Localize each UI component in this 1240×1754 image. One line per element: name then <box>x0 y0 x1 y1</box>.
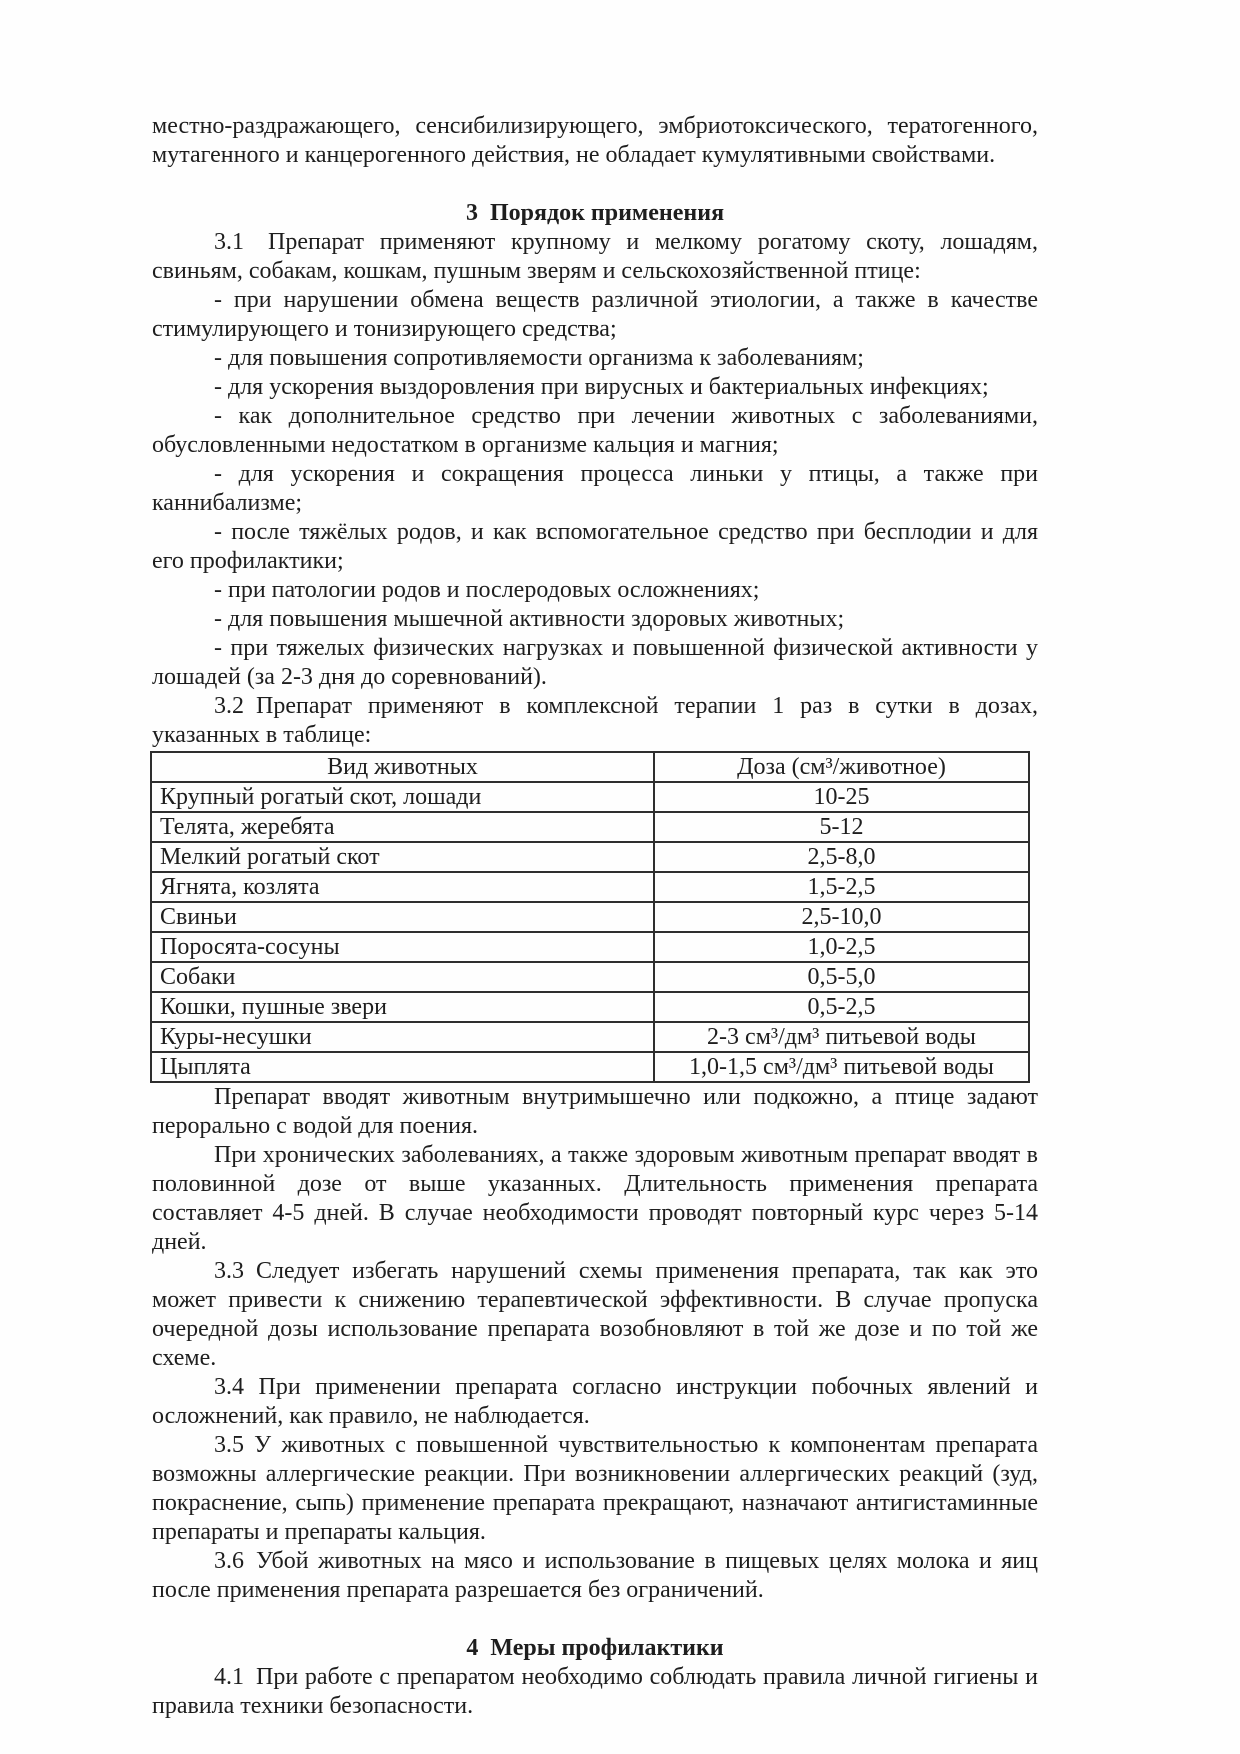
section-3-heading: 3 Порядок применения <box>465 200 725 226</box>
dose-cell: 0,5-2,5 <box>654 992 1029 1022</box>
indication-item: - для ускорения и сокращения процесса линьки у птицы, а также при каннибализме; <box>152 461 1038 516</box>
paragraph-3-5: 3.5 У животных с повышенной чувствительностью к компонентам препарата возможны аллергические реакции. При возникновении аллергических реакций (зуд, покраснение, сыпь) применение препарата прекращают, назначают антигистаминные препараты и препараты кальция. <box>152 1432 1038 1545</box>
paragraph-chronic: При хронических заболеваниях, а также здоровым животным препарат вводят в половинной дозе от выше указанных. Длительность применения препарата составляет 4-5 дней. В случае необходимости проводят повторный курс через 5-14 дней. <box>152 1142 1038 1255</box>
animal-cell: Ягнята, козлята <box>151 872 654 902</box>
paragraph-3-6: 3.6 Убой животных на мясо и использование в пищевых целях молока и яиц после применения препарата разрешается без ограничений. <box>152 1548 1038 1603</box>
paragraph-4-1: 4.1 При работе с препаратом необходимо соблюдать правила личной гигиены и правила техники безопасности. <box>152 1664 1038 1719</box>
table-row <box>151 902 1029 932</box>
animal-cell: Крупный рогатый скот, лошади <box>151 782 654 812</box>
paragraph-3-3: 3.3 Следует избегать нарушений схемы применения препарата, так как это может привести к снижению терапевтической эффективности. В случае пропуска очередной дозы использование препарата возобновляют в той же дозе и по той же схеме. <box>152 1258 1038 1371</box>
indication-item: - для ускорения выздоровления при вирусных и бактериальных инфекциях; <box>214 374 989 400</box>
indication-item: - для повышения мышечной активности здоровых животных; <box>214 606 845 632</box>
paragraph-intro: местно-раздражающего, сенсибилизирующего, эмбриотоксического, тератогенного, мутагенного и канцерогенного действия, не обладает кумулятивными свойствами. <box>152 113 1038 168</box>
table-row <box>151 872 1029 902</box>
document-content <box>152 112 1038 1721</box>
table-row <box>151 962 1029 992</box>
animal-cell: Свиньи <box>151 902 654 932</box>
dosage-table <box>150 751 1030 1083</box>
animal-cell: Собаки <box>151 962 654 992</box>
column-header-animal: Вид животных <box>151 752 654 782</box>
paragraph-3-1: 3.1 Препарат применяют крупному и мелкому рогатому скоту, лошадям, свиньям, собакам, кошкам, пушным зверям и сельскохозяйственной птице: <box>152 229 1038 284</box>
table-row <box>151 1022 1029 1052</box>
dose-cell: 10-25 <box>654 782 1029 812</box>
animal-cell: Мелкий рогатый скот <box>151 842 654 872</box>
dose-cell: 0,5-5,0 <box>654 962 1029 992</box>
dose-cell: 1,5-2,5 <box>654 872 1029 902</box>
table-row <box>151 992 1029 1022</box>
dose-cell: 5-12 <box>654 812 1029 842</box>
paragraph-3-4: 3.4 При применении препарата согласно инструкции побочных явлений и осложнений, как правило, не наблюдается. <box>152 1374 1038 1429</box>
paragraph-administration: Препарат вводят животным внутримышечно или подкожно, а птице задают перорально с водой для поения. <box>152 1084 1038 1139</box>
paragraph-3-2: 3.2 Препарат применяют в комплексной терапии 1 раз в сутки в дозах, указанных в таблице: <box>152 693 1038 748</box>
dose-cell: 2,5-8,0 <box>654 842 1029 872</box>
indication-item: - при патологии родов и послеродовых осложнениях; <box>214 577 760 603</box>
indication-item: - после тяжёлых родов, и как вспомогательное средство при бесплодии и для его профилактики; <box>152 519 1038 574</box>
table-header-row <box>151 752 1029 782</box>
table-row <box>151 842 1029 872</box>
indication-item: - при тяжелых физических нагрузках и повышенной физической активности у лошадей (за 2-3 дня до соревнований). <box>152 635 1038 690</box>
column-header-dose: Доза (см³/животное) <box>654 752 1029 782</box>
table-row <box>151 812 1029 842</box>
dose-cell: 1,0-1,5 см³/дм³ питьевой воды <box>654 1052 1029 1082</box>
animal-cell: Цыплята <box>151 1052 654 1082</box>
animal-cell: Куры-несушки <box>151 1022 654 1052</box>
animal-cell: Телята, жеребята <box>151 812 654 842</box>
table-row <box>151 782 1029 812</box>
table-row <box>151 932 1029 962</box>
dose-cell: 2-3 см³/дм³ питьевой воды <box>654 1022 1029 1052</box>
dose-cell: 2,5-10,0 <box>654 902 1029 932</box>
table-row <box>151 1052 1029 1082</box>
section-4-heading: 4 Меры профилактики <box>466 1635 724 1661</box>
animal-cell: Поросята-сосуны <box>151 932 654 962</box>
dose-cell: 1,0-2,5 <box>654 932 1029 962</box>
indication-item: - как дополнительное средство при лечении животных с заболеваниями, обусловленными недостатком в организме кальция и магния; <box>152 403 1038 458</box>
animal-cell: Кошки, пушные звери <box>151 992 654 1022</box>
indication-item: - при нарушении обмена веществ различной этиологии, а также в качестве стимулирующего и тонизирующего средства; <box>152 287 1038 342</box>
indication-item: - для повышения сопротивляемости организма к заболеваниям; <box>214 345 864 371</box>
